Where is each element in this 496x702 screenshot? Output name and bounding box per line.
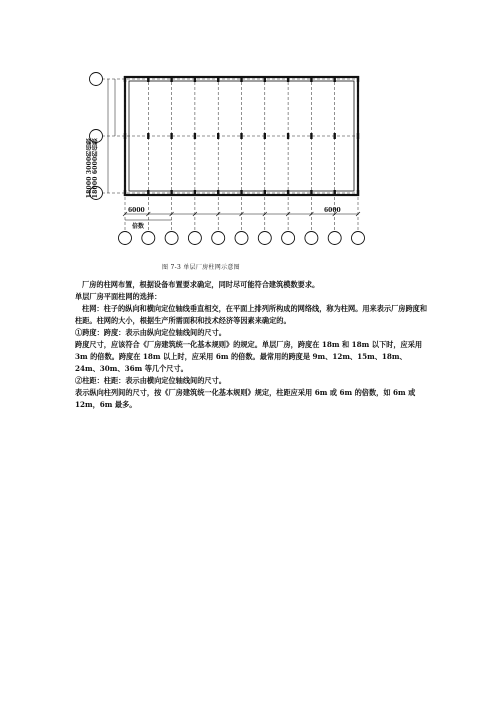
axis-bubble-bottom xyxy=(282,232,295,245)
axis-bubble-bottom xyxy=(352,232,365,245)
paragraph-span-details: 跨度尺寸，应该符合《厂房建筑统一化基本规则》的规定。单层厂房，跨度在 18m 和 18m 以下时，应采用 3m 的倍数。跨度在 18m 以上时，应采用 6m 的倍数。最常用的跨度是 9m、12m、15m、18m、24m、30m、36m 等几个尺寸。 xyxy=(75,340,423,373)
dim-label-span-left: 6000 xyxy=(128,207,145,214)
dim-label-multiple: 倍数 xyxy=(132,223,145,230)
dim-label-span-right: 6000 xyxy=(324,207,341,214)
paragraph-bay-heading: ②柱距：柱距：表示由横向定位轴线间的尺寸。 xyxy=(75,376,226,385)
dim-label-left-inner: 18000 6000的倍数 xyxy=(92,138,99,199)
axis-bubble-bottom xyxy=(258,232,271,245)
figure-caption: 图 7-3 单层厂房柱网示意图 xyxy=(162,264,240,271)
paragraph-grid-selection: 单层厂房平面柱网的选择： xyxy=(75,292,162,301)
axis-bubble-bottom xyxy=(142,232,155,245)
axis-bubble-bottom xyxy=(119,232,132,245)
paragraph-grid-definition: 柱网：柱子的纵向和横向定位轴线垂直相交，在平面上排列所构成的网络线，称为柱网。用来表示厂房跨度和柱距。柱网的大小，根据生产所需面积和技术经济等因素来确定的。 xyxy=(75,304,428,325)
axis-bubble-bottom xyxy=(235,232,248,245)
axis-bubble-bottom xyxy=(305,232,318,245)
axis-bubble-bottom xyxy=(165,232,178,245)
axis-bubble-bottom xyxy=(188,232,201,245)
body-text xyxy=(75,279,427,411)
axis-bubble-bottom xyxy=(212,232,225,245)
paragraph-bay-details: 表示纵向柱列间的尺寸，按《厂房建筑统一化基本规则》规定，柱距应采用 6m 或 6m 的倍数，如 6m 或 12m，6m 最多。 xyxy=(75,388,416,409)
dim-label-left-outer: 18000 3000的倍数 xyxy=(86,138,93,199)
paragraph-span-heading: ①跨度：跨度：表示由纵向定位轴线间的尺寸。 xyxy=(75,328,226,337)
axis-bubble-bottom xyxy=(328,232,341,245)
column-grid-figure xyxy=(88,60,368,260)
axis-bubble-left xyxy=(90,73,103,86)
paragraph-layout-intro: 厂房的柱网布置，根据设备布置要求确定，同时尽可能符合建筑模数要求。 xyxy=(82,280,320,289)
column-grid-drawing xyxy=(88,60,368,260)
